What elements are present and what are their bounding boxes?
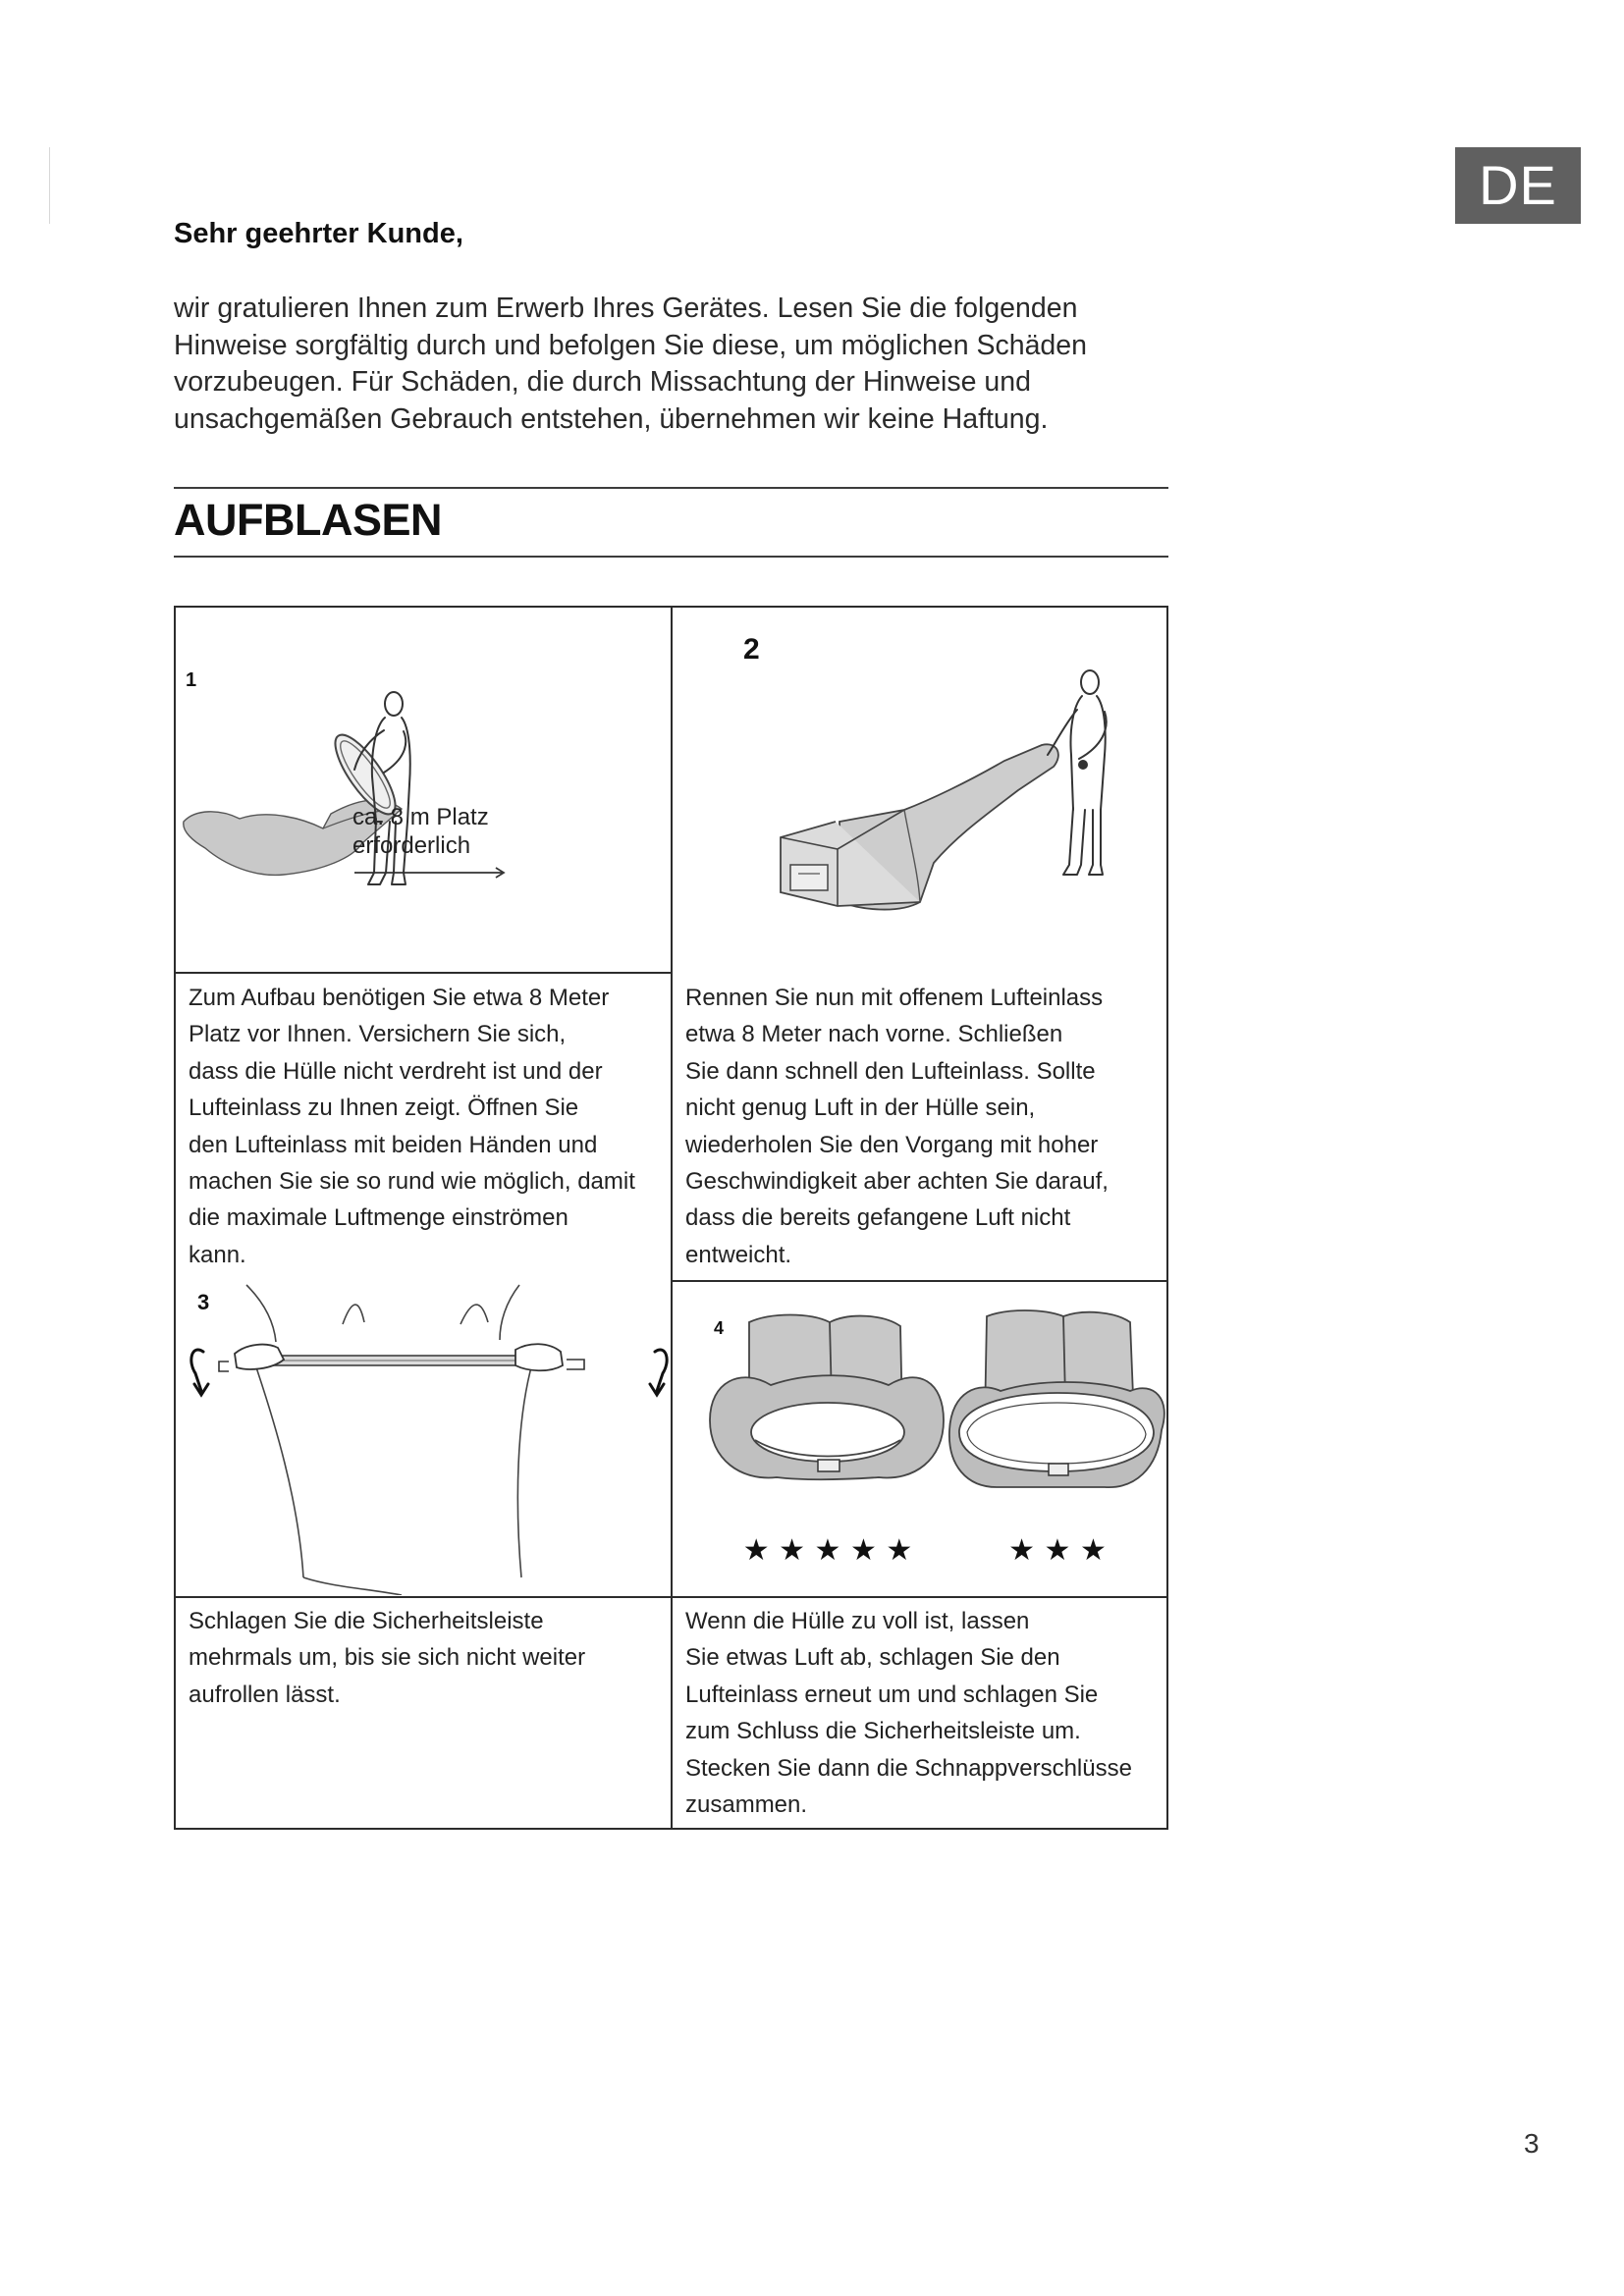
text-line: den Lufteinlass mit beiden Händen und xyxy=(189,1131,598,1158)
text-line: Geschwindigkeit aber achten Sie darauf, xyxy=(685,1168,1109,1196)
step-1-space-label: erforderlich xyxy=(352,832,471,859)
step-3-number: 3 xyxy=(197,1290,210,1314)
text-line: aufrollen lässt. xyxy=(189,1681,341,1708)
intro-line: Hinweise sorgfältig durch und befolgen Sie diese, um möglichen Schäden xyxy=(174,329,1087,361)
text-line: zusammen. xyxy=(685,1791,808,1819)
intro-line: wir gratulieren Ihnen zum Erwerb Ihres Gerätes. Lesen Sie die folgenden xyxy=(174,293,1078,324)
text-line: dass die bereits gefangene Luft nicht xyxy=(685,1204,1071,1232)
step-1-number: 1 xyxy=(186,669,197,691)
text-line: Zum Aufbau benötigen Sie etwa 8 Meter xyxy=(189,985,610,1011)
text-line: wiederholen Sie den Vorgang mit hoher xyxy=(685,1131,1099,1158)
step-1-space-label: ca. 8 m Platz xyxy=(352,804,489,830)
text-line: nicht genug Luft in der Hülle sein, xyxy=(685,1095,1036,1122)
grid-divider-step1 xyxy=(174,972,672,974)
rating-three-stars: ★ ★ ★ xyxy=(1008,1533,1107,1568)
section-rule-bottom xyxy=(174,556,1168,558)
step-4-text xyxy=(685,1603,1162,1823)
step-1-text xyxy=(189,980,665,1273)
rating-five-stars: ★ ★ ★ ★ ★ xyxy=(742,1533,913,1568)
step-2-text xyxy=(685,980,1162,1273)
section-title: AUFBLASEN xyxy=(174,495,442,545)
text-line: Schlagen Sie die Sicherheitsleiste xyxy=(189,1608,544,1634)
text-line: machen Sie sie so rund wie möglich, damit xyxy=(189,1168,635,1196)
text-line: Stecken Sie dann die Schnappverschlüsse xyxy=(685,1754,1132,1782)
text-line: Sie etwas Luft ab, schlagen Sie den xyxy=(685,1644,1060,1672)
text-line: zum Schluss die Sicherheitsleiste um. xyxy=(685,1718,1081,1745)
intro-paragraph xyxy=(174,291,1175,438)
grid-divider-step2 xyxy=(672,1280,1168,1282)
text-line: kann. xyxy=(189,1241,246,1268)
intro-line: vorzubeugen. Für Schäden, die durch Missachtung der Hinweise und xyxy=(174,366,1031,398)
instruction-grid xyxy=(174,606,1168,1830)
step-4-number: 4 xyxy=(714,1318,725,1338)
text-line: Rennen Sie nun mit offenem Lufteinlass xyxy=(685,985,1104,1011)
text-line: dass die Hülle nicht verdreht ist und der xyxy=(189,1057,603,1085)
step-4-illustration xyxy=(673,1283,1166,1595)
grid-border-right xyxy=(1166,606,1168,1830)
text-line: Lufteinlass erneut um und schlagen Sie xyxy=(685,1681,1099,1708)
text-line: Sie dann schnell den Lufteinlass. Sollte xyxy=(685,1057,1096,1085)
margin-marker xyxy=(49,147,50,224)
text-line: entweicht. xyxy=(685,1241,792,1268)
section-rule-top xyxy=(174,487,1168,489)
step-2-number: 2 xyxy=(743,633,760,666)
intro-line: unsachgemäßen Gebrauch entstehen, übernehmen wir keine Haftung. xyxy=(174,402,1049,435)
step-3-text xyxy=(189,1603,665,1713)
text-line: Lufteinlass zu Ihnen zeigt. Öffnen Sie xyxy=(189,1095,579,1122)
text-line: etwa 8 Meter nach vorne. Schließen xyxy=(685,1021,1063,1048)
step-3-illustration xyxy=(176,1283,671,1595)
text-line: mehrmals um, bis sie sich nicht weiter xyxy=(189,1644,586,1672)
text-line: Platz vor Ihnen. Versichern Sie sich, xyxy=(189,1021,567,1048)
step-2-illustration xyxy=(673,608,1166,973)
page-number: 3 xyxy=(1524,2128,1540,2159)
text-line: die maximale Luftmenge einströmen xyxy=(189,1204,568,1232)
step-1-illustration xyxy=(176,608,671,972)
grid-divider-step34 xyxy=(174,1596,1168,1598)
language-badge: DE xyxy=(1455,147,1581,224)
text-line: Wenn die Hülle zu voll ist, lassen xyxy=(685,1608,1030,1634)
greeting: Sehr geehrter Kunde, xyxy=(174,218,463,249)
